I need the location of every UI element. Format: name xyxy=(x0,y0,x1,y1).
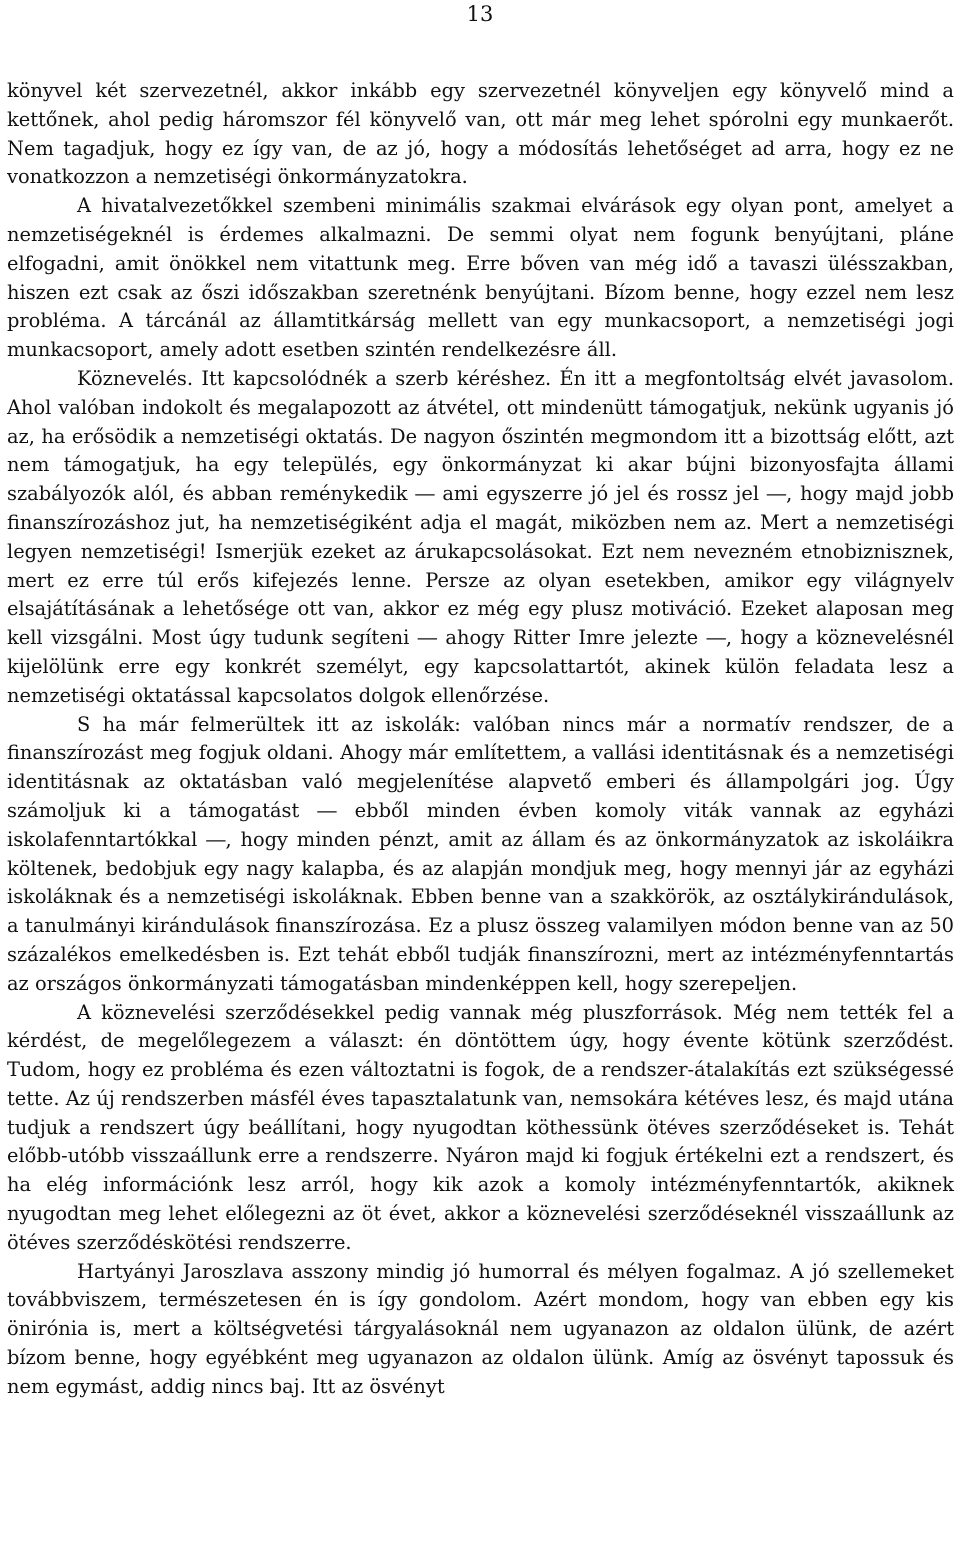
paragraph: A hivatalvezetőkkel szembeni minimális szakmai elvárások egy olyan pont, amelyet a nemzetiségeknél is érdemes alkalmazni. De semmi olyat nem fogunk benyújtani, pláne elfogadni, amit önökkel nem vitattunk meg. Erre bőven van még idő a tavaszi ülésszakban, hiszen ezt csak az őszi időszakban szeretnénk benyújtani. Bízom benne, hogy ezzel nem lesz probléma. A tárcánál az államtitkárság mellett van egy munkacsoport, a nemzetiségi jogi munkacsoport, amely adott esetben szintén rendelkezésre áll. xyxy=(7,194,954,362)
paragraph: könyvel két szervezetnél, akkor inkább egy szervezetnél könyveljen egy könyvelő mind a kettőnek, ahol pedig háromszor fél könyvelő van, ott már meg lehet spórolni egy munkaerőt. Nem tagadjuk, hogy ez így van, de az jó, hogy a módosítás lehetőséget ad arra, hogy ez ne vonatkozzon a nemzetiségi önkormányzatokra. xyxy=(7,79,954,189)
paragraph: Köznevelés. Itt kapcsolódnék a szerb kéréshez. Én itt a megfontoltság elvét javasolom. Ahol valóban indokolt és megalapozott az átvétel, ott mindenütt támogatjuk, nekünk ugyanis jó az, ha erősödik a nemzetiségi oktatás. De nagyon őszintén megmondom itt a bizottság előtt, azt nem támogatjuk, ha egy település, egy önkormányzat ki akar bújni bizonyosfajta állami szabályozók alól, és abban reménykedik ― ami egyszerre jó jel és rossz jel ―, hogy majd jobb finanszírozáshoz jut, ha nemzetiségiként adja el magát, miközben nem az. Mert a nemzetiségi legyen nemzetiségi! Ismerjük ezeket az árukapcsolásokat. Ezt nem nevezném etnobiznisznek, mert ez erre túl erős kifejezés lenne. Persze az olyan esetekben, amikor egy világnyelv elsajátításának a lehetősége ott van, akkor ez még egy plusz motiváció. Ezeket alaposan meg kell vizsgálni. Most úgy tudunk segíteni ― ahogy Ritter Imre jelezte ―, hogy a köznevelésnél kijelölünk erre egy konkrét személyt, egy kapcsolattartót, akinek külön feladata lesz a nemzetiségi oktatással kapcsolatos dolgok ellenőrzése. xyxy=(7,366,954,707)
page-number: 13 xyxy=(466,2,494,26)
paragraph: S ha már felmerültek itt az iskolák: valóban nincs már a normatív rendszer, de a finanszírozást meg fogjuk oldani. Ahogy már említettem, a vallási identitásnak és a nemzetiségi identitásnak az oktatásban való megjelenítése alapvető emberi és állampolgári jog. Úgy számoljuk ki a támogatást ― ebből minden évben komoly viták vannak az egyházi iskolafenntartókkal ―, hogy minden pénzt, amit az állam és az önkormányzatok az iskoláikra költenek, bedobjuk egy nagy kalapba, és az alapján mondjuk meg, hogy mennyi jár az egyházi iskoláknak és a nemzetiségi iskoláknak. Ebben benne van a szakkörök, az osztálykirándulások, a tanulmányi kirándulások finanszírozása. Ez a plusz összeg valamilyen módon benne van az 50 százalékos emelkedésben is. Ezt tehát ebből tudják finanszírozni, mert az intézményfenntartás az országos önkormányzati támogatásban mindenképpen kell, hogy szerepeljen. xyxy=(7,712,954,995)
paragraph: A köznevelési szerződésekkel pedig vannak még pluszforrások. Még nem tették fel a kérdést, de megelőlegezem a választ: én döntöttem úgy, hogy évente kötünk szerződést. Tudom, hogy ez probléma és ezen változtatni is fogok, de a rendszer-átalakítás ezt szükségessé tette. Az új rendszerben másfél éves tapasztalatunk van, nemsokára kétéves lesz, és majd utána tudjuk a rendszert úgy beállítani, hogy nyugodtan köthessünk ötéves szerződéseket is. Tehát előbb-utóbb visszaállunk erre a rendszerre. Nyáron majd ki fogjuk értékelni ezt a rendszert, és ha elég információnk lesz arról, hogy kik azok a komoly intézményfenntartók, akiknek nyugodtan meg lehet előlegezni az öt évet, akkor a köznevelési szerződéseknél visszaállunk az ötéves szerződéskötési rendszerre. xyxy=(7,1000,954,1254)
document-body xyxy=(7,77,954,1402)
paragraph: Hartyányi Jaroszlava asszony mindig jó humorral és mélyen fogalmaz. A jó szellemeket továbbviszem, természetesen én is így gondolom. Azért mondom, hogy van ebben egy kis önirónia is, mert a költségvetési tárgyalásoknál nem ugyanazon az oldalon ülünk, de azért bízom benne, hogy egyébként meg ugyanazon az oldalon ülünk. Amíg az ösvényt tapossuk és nem egymást, addig nincs baj. Itt az ösvényt xyxy=(7,1259,954,1398)
